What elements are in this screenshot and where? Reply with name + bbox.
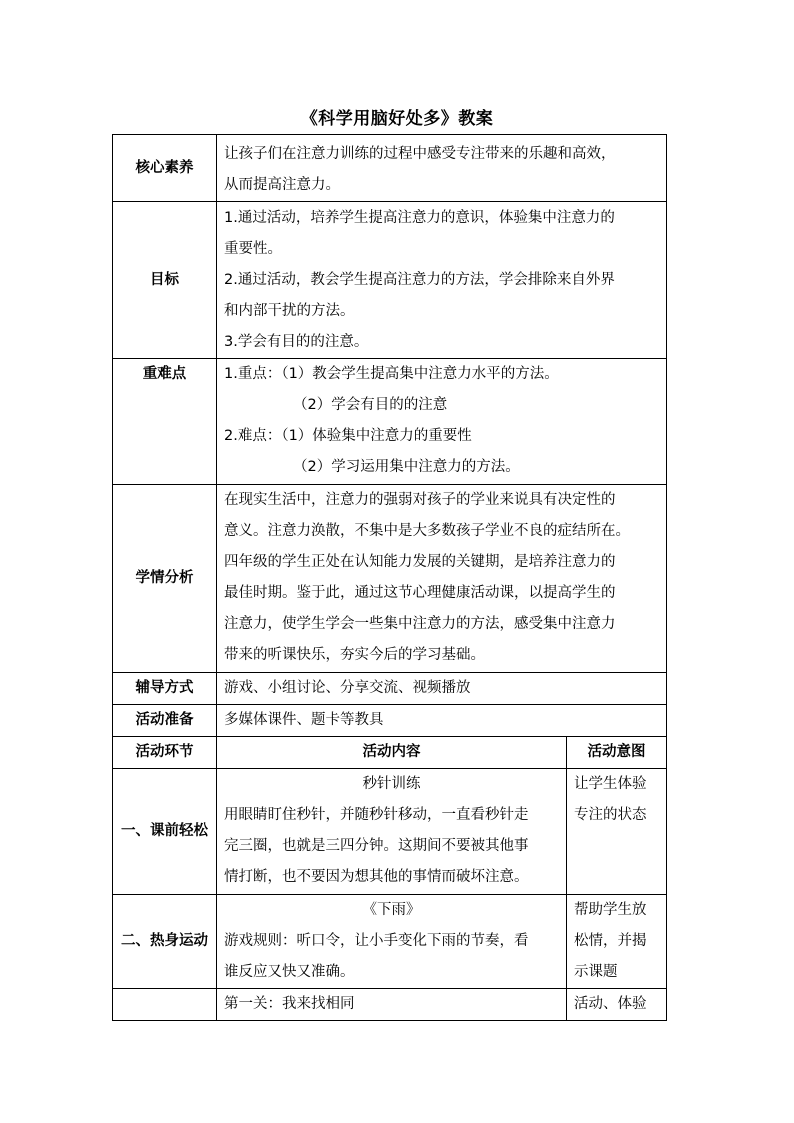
text-line: 用眼睛盯住秒针，并随秒针移动，一直看秒针走 <box>224 807 529 823</box>
activity-stage <box>113 989 217 1021</box>
table-row <box>113 135 667 202</box>
row-label-key: 重难点 <box>113 359 217 485</box>
text-line: 让学生体验 <box>574 776 647 792</box>
row-label-goals: 目标 <box>113 202 217 359</box>
activity-title: 《下雨》 <box>362 902 421 918</box>
activity-stage: 一、课前轻松 <box>113 769 217 895</box>
activity-row <box>113 989 667 1021</box>
row-label-method: 辅导方式 <box>113 673 217 705</box>
text-line: 四年级的学生正处在认知能力发展的关键期，是培养注意力的 <box>224 554 616 570</box>
text-line: 和内部干扰的方法。 <box>224 303 355 319</box>
text-line: 专注的状态 <box>574 807 647 823</box>
table-row <box>113 705 667 737</box>
table-row <box>113 202 667 359</box>
text-line: 情打断，也不要因为想其他的事情而破坏注意。 <box>224 869 529 885</box>
row-content-prep: 多媒体课件、题卡等教具 <box>217 705 667 737</box>
text-line: 2.通过活动，教会学生提高注意力的方法，学会排除来自外界 <box>224 272 615 288</box>
activity-intent <box>567 769 667 895</box>
activity-row <box>113 769 667 895</box>
row-content-method: 游戏、小组讨论、分享交流、视频播放 <box>217 673 667 705</box>
text-line: 重要性。 <box>224 241 282 257</box>
text-line: （2）学会有目的的注意 <box>293 397 448 413</box>
header-stage: 活动环节 <box>113 737 217 769</box>
text-line: 示课题 <box>574 964 618 980</box>
text-line: 最佳时期。鉴于此，通过这节心理健康活动课，以提高学生的 <box>224 585 616 601</box>
text-line: 1.重点：（1）教会学生提高集中注意力水平的方法。 <box>224 366 559 382</box>
table-row <box>113 485 667 673</box>
text-line: 1.通过活动，培养学生提高注意力的意识，体验集中注意力的 <box>224 210 615 226</box>
activity-row <box>113 895 667 989</box>
lesson-plan-table <box>112 134 667 1021</box>
text-line: 注意力，使学生学会一些集中注意力的方法，感受集中注意力 <box>224 616 616 632</box>
activity-stage: 二、热身运动 <box>113 895 217 989</box>
row-content-goals <box>217 202 667 359</box>
activity-header-row <box>113 737 667 769</box>
text-line: 带来的听课快乐，夯实今后的学习基础。 <box>224 647 485 663</box>
activity-intent <box>567 989 667 1021</box>
row-label-prep: 活动准备 <box>113 705 217 737</box>
text-line: 让孩子们在注意力训练的过程中感受专注带来的乐趣和高效， <box>224 146 616 162</box>
text-line: 意义。注意力涣散，不集中是大多数孩子学业不良的症结所在。 <box>224 523 630 539</box>
row-content-analysis <box>217 485 667 673</box>
text-line: 2.难点：（1）体验集中注意力的重要性 <box>224 428 472 444</box>
text-line: 从而提高注意力。 <box>224 177 340 193</box>
header-intent: 活动意图 <box>567 737 667 769</box>
text-line: 完三圈，也就是三四分钟。这期间不要被其他事 <box>224 838 529 854</box>
activity-content <box>217 989 567 1021</box>
activity-content <box>217 895 567 989</box>
row-content-core <box>217 135 667 202</box>
activity-content <box>217 769 567 895</box>
text-line: （2）学习运用集中注意力的方法。 <box>293 459 520 475</box>
text-line: 帮助学生放 <box>574 902 647 918</box>
table-row <box>113 673 667 705</box>
page-title: 《科学用脑好处多》教案 <box>300 109 494 129</box>
text-line: 活动、体验 <box>574 996 647 1012</box>
text-line: 游戏规则：听口令，让小手变化下雨的节奏，看 <box>224 933 529 949</box>
text-line: 松情，并揭 <box>574 933 647 949</box>
text-line: 3.学会有目的的注意。 <box>224 334 369 350</box>
text-line: 第一关：我来找相同 <box>224 996 355 1012</box>
activity-title: 秒针训练 <box>362 776 421 792</box>
activity-intent <box>567 895 667 989</box>
text-line: 在现实生活中，注意力的强弱对孩子的学业来说具有决定性的 <box>224 492 616 508</box>
row-content-key <box>217 359 667 485</box>
text-line: 谁反应又快又准确。 <box>224 964 355 980</box>
row-label-core: 核心素养 <box>113 135 217 202</box>
table-row <box>113 359 667 485</box>
header-content: 活动内容 <box>217 737 567 769</box>
row-label-analysis: 学情分析 <box>113 485 217 673</box>
